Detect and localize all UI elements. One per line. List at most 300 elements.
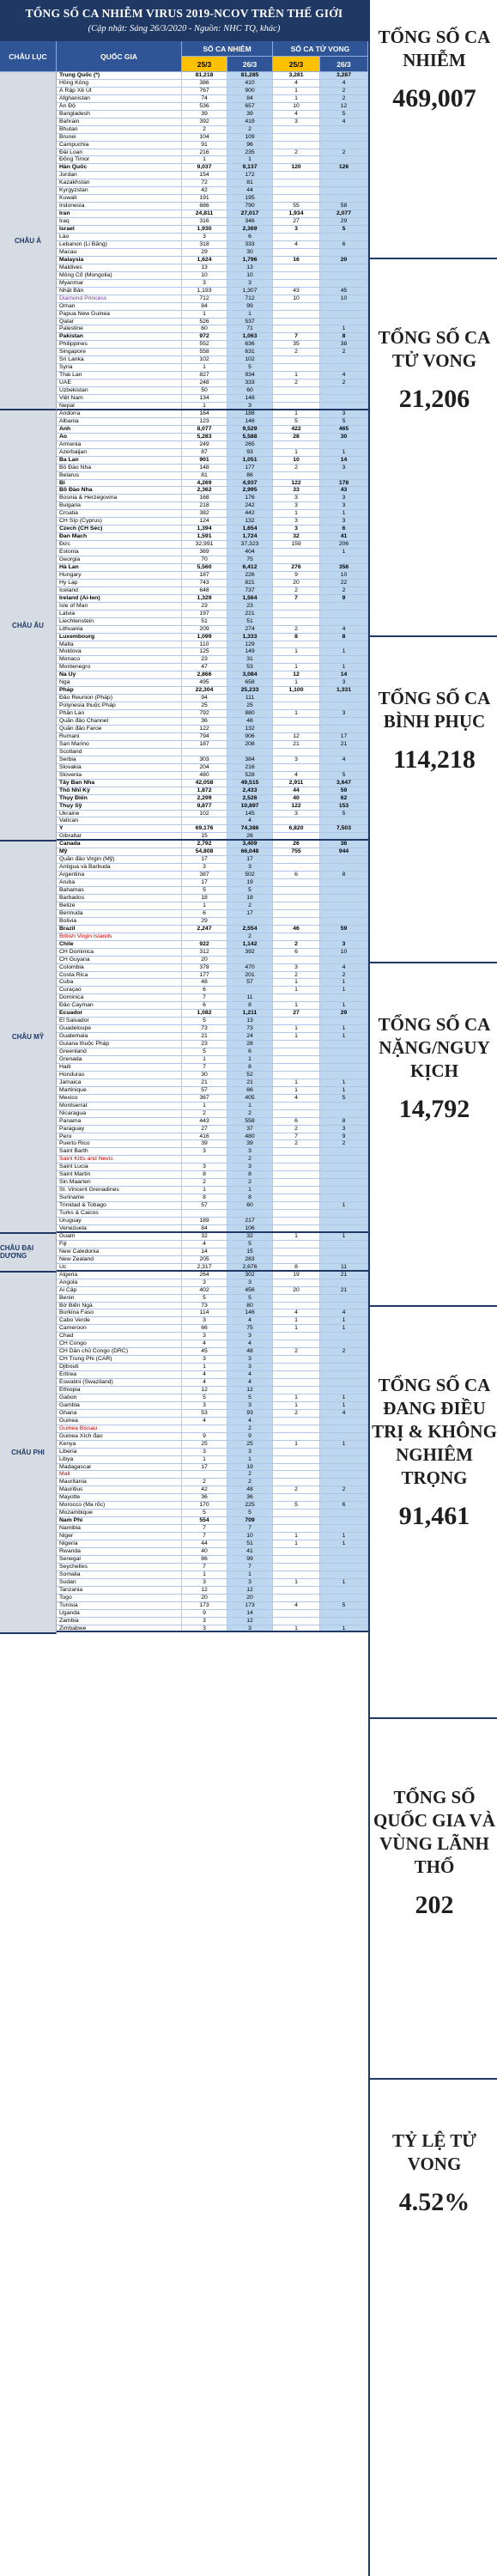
deaths-25-3	[273, 1218, 320, 1224]
cases-25-3: 1,624	[182, 257, 227, 264]
table-row	[57, 249, 368, 257]
cases-26-3: 146	[227, 418, 273, 425]
deaths-25-3	[273, 1449, 320, 1455]
deaths-25-3	[273, 134, 320, 141]
country-name: Serbia	[57, 756, 182, 763]
deaths-25-3: 10	[273, 457, 320, 464]
cases-26-3: 51	[227, 618, 273, 625]
table-row	[57, 1356, 368, 1364]
cases-25-3: 686	[182, 203, 227, 210]
table-row	[57, 1033, 368, 1041]
country-name: Senegal	[57, 1556, 182, 1563]
country-name: Morocco (Ma rốc)	[57, 1502, 182, 1509]
deaths-26-3	[320, 1171, 368, 1178]
country-name: Maldives	[57, 264, 182, 271]
deaths-25-3	[273, 702, 320, 709]
table-row	[57, 979, 368, 987]
table-row	[57, 80, 368, 88]
cases-25-3: 4,269	[182, 480, 227, 487]
deaths-26-3	[320, 1279, 368, 1286]
deaths-26-3	[320, 1064, 368, 1071]
deaths-26-3: 1	[320, 648, 368, 655]
deaths-25-3	[273, 1371, 320, 1378]
deaths-25-3	[273, 472, 320, 479]
table-row	[57, 203, 368, 210]
country-name: Rwanda	[57, 1548, 182, 1555]
deaths-26-3	[320, 319, 368, 325]
cases-25-3: 1	[182, 403, 227, 409]
cases-25-3: 536	[182, 103, 227, 110]
cases-26-3: 1,796	[227, 257, 273, 264]
country-name: Đảo Reunion (Pháp)	[57, 695, 182, 702]
cases-25-3	[182, 1471, 227, 1478]
cases-25-3: 42,058	[182, 780, 227, 787]
cases-26-3: 12	[227, 1618, 273, 1625]
deaths-25-3: 1	[273, 1579, 320, 1586]
table-row	[57, 1540, 368, 1548]
deaths-26-3	[320, 1110, 368, 1117]
table-row	[57, 1394, 368, 1402]
deaths-26-3: 6	[320, 241, 368, 248]
deaths-25-3: 44	[273, 787, 320, 794]
deaths-26-3: 3	[320, 518, 368, 525]
table-row	[57, 772, 368, 780]
country-name: Nam Phi	[57, 1517, 182, 1524]
country-name: Indonesia	[57, 203, 182, 210]
deaths-25-3: 21	[273, 741, 320, 748]
deaths-26-3	[320, 833, 368, 839]
cases-25-3: 6	[182, 910, 227, 917]
country-name: Burkina Faso	[57, 1309, 182, 1316]
deaths-25-3	[273, 1163, 320, 1170]
cases-26-3: 7	[227, 1564, 273, 1571]
cases-25-3: 57	[182, 1087, 227, 1094]
deaths-25-3: 276	[273, 564, 320, 571]
cases-25-3: 767	[182, 88, 227, 94]
country-name: Colombia	[57, 964, 182, 971]
deaths-26-3: 3	[320, 502, 368, 509]
cases-25-3: 382	[182, 510, 227, 517]
deaths-25-3: 32	[273, 533, 320, 540]
deaths-25-3	[273, 403, 320, 409]
deaths-26-3: 21	[320, 1287, 368, 1294]
deaths-26-3	[320, 603, 368, 610]
country-name: El Salvador	[57, 1018, 182, 1024]
cases-25-3: 3	[182, 1618, 227, 1625]
country-name: Luxembourg	[57, 634, 182, 641]
table-row	[57, 1418, 368, 1425]
country-name: Ai Cập	[57, 1287, 182, 1294]
cases-25-3: 443	[182, 1118, 227, 1125]
country-name: Gibraltar	[57, 833, 182, 839]
deaths-25-3	[273, 1249, 320, 1255]
country-name: Guinea Bissau	[57, 1425, 182, 1432]
deaths-25-3	[273, 618, 320, 625]
country-name: Lào	[57, 234, 182, 240]
summary-stat-label: TỔNG SỐ CA NẶNG/NGUY KỊCH	[378, 1014, 491, 1081]
country-name: Somalia	[57, 1571, 182, 1578]
cases-25-3: 3	[182, 1148, 227, 1155]
deaths-25-3: 55	[273, 203, 320, 210]
cases-26-3: 3	[227, 1364, 273, 1370]
cases-25-3: 249	[182, 441, 227, 448]
deaths-25-3	[273, 1494, 320, 1501]
country-name: Greenland	[57, 1048, 182, 1055]
country-name: Madagascar	[57, 1464, 182, 1471]
cases-25-3: 22,304	[182, 687, 227, 694]
deaths-25-3	[273, 1418, 320, 1425]
deaths-25-3: 8	[273, 634, 320, 641]
summary-stat-value: 114,218	[393, 745, 476, 774]
cases-26-3: 172	[227, 172, 273, 179]
table-row	[57, 403, 368, 410]
continent-column-header: CHÂU LỤC	[0, 41, 57, 72]
deaths-25-3	[273, 887, 320, 894]
deaths-25-3: 1	[273, 510, 320, 517]
cases-25-3: 3	[182, 1579, 227, 1586]
deaths-25-3	[273, 933, 320, 940]
deaths-26-3: 29	[320, 218, 368, 225]
deaths-25-3: 1	[273, 1533, 320, 1540]
table-row	[57, 687, 368, 695]
cases-26-3: 737	[227, 587, 273, 594]
table-row	[57, 526, 368, 533]
deaths-26-3: 944	[320, 848, 368, 855]
cases-25-3: 125	[182, 648, 227, 655]
deaths-25-3: 3	[273, 118, 320, 125]
deaths-25-3: 3	[273, 495, 320, 501]
cases-25-3: 5	[182, 1295, 227, 1302]
cases-26-3: 71	[227, 325, 273, 332]
cases-25-3: 8	[182, 1194, 227, 1201]
cases-25-3: 84	[182, 1225, 227, 1231]
cases-26-3: 900	[227, 88, 273, 94]
deaths-26-3	[320, 933, 368, 940]
cases-25-3: 495	[182, 679, 227, 686]
deaths-26-3	[320, 1295, 368, 1302]
deaths-26-3: 1	[320, 1002, 368, 1009]
deaths-25-3: 1	[273, 1402, 320, 1409]
deaths-26-3: 8	[320, 634, 368, 641]
deaths-25-3	[273, 549, 320, 556]
cases-26-3: 13	[227, 1018, 273, 1024]
summary-stat	[370, 687, 497, 775]
country-name: Macau	[57, 249, 182, 256]
deaths-25-3	[273, 1103, 320, 1109]
cases-date-1: 25/3	[182, 57, 227, 72]
cases-26-3: 2,676	[227, 1264, 273, 1270]
cases-26-3: 8	[227, 1064, 273, 1071]
deaths-25-3: 2	[273, 626, 320, 633]
deaths-26-3: 1	[320, 664, 368, 671]
table-row	[57, 449, 368, 457]
deaths-26-3	[320, 764, 368, 771]
deaths-25-3	[273, 817, 320, 824]
deaths-25-3: 1	[273, 1317, 320, 1324]
deaths-25-3	[273, 556, 320, 563]
cases-26-3: 19	[227, 879, 273, 886]
table-row	[57, 1533, 368, 1540]
deaths-26-3: 1	[320, 1579, 368, 1586]
country-name: Bosnia & Herzegovina	[57, 495, 182, 501]
deaths-26-3	[320, 1225, 368, 1231]
deaths-26-3	[320, 1587, 368, 1594]
table-row	[57, 457, 368, 465]
deaths-25-3: 2	[273, 941, 320, 948]
table-row	[57, 987, 368, 994]
table-row	[57, 994, 368, 1002]
cases-26-3: 5	[227, 1241, 273, 1248]
cases-25-3: 5	[182, 1048, 227, 1055]
country-name: Seychelles	[57, 1564, 182, 1571]
table-row	[57, 1525, 368, 1533]
table-row	[57, 319, 368, 326]
cases-25-3: 30	[182, 1072, 227, 1078]
table-row	[57, 895, 368, 902]
deaths-26-3	[320, 611, 368, 617]
country-name: Pháp	[57, 687, 182, 694]
cases-25-3: 36	[182, 718, 227, 725]
deaths-25-3	[273, 1456, 320, 1463]
country-name: Bahrain	[57, 118, 182, 125]
country-name: Eritrea	[57, 1371, 182, 1378]
cases-26-3: 3	[227, 1356, 273, 1363]
cases-25-3: 2	[182, 126, 227, 133]
table-row	[57, 1163, 368, 1171]
cases-26-3: 216	[227, 764, 273, 771]
table-row	[57, 226, 368, 234]
country-name: Việt Nam	[57, 395, 182, 402]
country-name: Lithuania	[57, 626, 182, 633]
cases-26-3: 2,433	[227, 787, 273, 794]
deaths-26-3: 22	[320, 580, 368, 586]
deaths-25-3	[273, 142, 320, 149]
cases-26-3: 2	[227, 126, 273, 133]
deaths-25-3: 1	[273, 372, 320, 379]
cases-26-3: 225	[227, 1502, 273, 1509]
country-name: Jamaica	[57, 1079, 182, 1086]
country-name: Pakistan	[57, 333, 182, 340]
cases-26-3: 790	[227, 203, 273, 210]
summary-stat	[370, 326, 497, 414]
deaths-25-3	[273, 1517, 320, 1524]
cases-25-3: 191	[182, 195, 227, 202]
cases-25-3: 209	[182, 626, 227, 633]
deaths-26-3: 2	[320, 149, 368, 156]
table-row	[57, 611, 368, 618]
deaths-25-3: 6,820	[273, 825, 320, 832]
table-row	[57, 1441, 368, 1449]
deaths-25-3	[273, 611, 320, 617]
table-row	[57, 964, 368, 972]
cases-25-3: 114	[182, 1309, 227, 1316]
cases-25-3: 170	[182, 1502, 227, 1509]
country-name: Georgia	[57, 556, 182, 563]
deaths-25-3	[273, 1056, 320, 1063]
cases-25-3: 1	[182, 1571, 227, 1578]
country-name: Ấn Độ	[57, 103, 182, 110]
country-name: Armenia	[57, 441, 182, 448]
cases-26-3: 132	[227, 518, 273, 525]
country-name: Togo	[57, 1595, 182, 1601]
cases-25-3: 12	[182, 1587, 227, 1594]
cases-26-3: 537	[227, 319, 273, 325]
country-name: Cabo Verde	[57, 1317, 182, 1324]
country-name: Qatar	[57, 319, 182, 325]
deaths-25-3	[273, 856, 320, 863]
table-row	[57, 671, 368, 679]
deaths-26-3	[320, 1333, 368, 1340]
country-name: CH Dominica	[57, 949, 182, 956]
table-row	[57, 210, 368, 218]
table-row	[57, 595, 368, 603]
table-row	[57, 295, 368, 303]
cases-25-3: 1	[182, 1187, 227, 1194]
cases-26-3: 3	[227, 864, 273, 871]
country-name: Uganda	[57, 1610, 182, 1617]
deaths-25-3: 4	[273, 241, 320, 248]
deaths-25-3	[273, 234, 320, 240]
country-name: Anh	[57, 426, 182, 433]
deaths-25-3: 1	[273, 1441, 320, 1448]
deaths-25-3	[273, 1433, 320, 1440]
country-name: New Zealand	[57, 1256, 182, 1263]
country-name: Saint Kitts and Nevis	[57, 1156, 182, 1163]
country-name: Bermuda	[57, 910, 182, 917]
cases-25-3: 12	[182, 1387, 227, 1394]
cases-26-3: 6,412	[227, 564, 273, 571]
table-row	[57, 702, 368, 710]
deaths-26-3	[320, 472, 368, 479]
deaths-26-3	[320, 902, 368, 909]
deaths-26-3: 3,287	[320, 72, 368, 79]
country-name: Argentina	[57, 872, 182, 878]
deaths-26-3: 3	[320, 410, 368, 417]
cases-25-3: 554	[182, 1517, 227, 1524]
country-name: Martinique	[57, 1087, 182, 1094]
table-row	[57, 926, 368, 933]
cases-26-3: 86	[227, 472, 273, 479]
country-name: Bhutan	[57, 126, 182, 133]
country-name: Nicaragua	[57, 1110, 182, 1117]
deaths-26-3	[320, 817, 368, 824]
cases-25-3: 216	[182, 149, 227, 156]
cases-25-3: 23	[182, 656, 227, 663]
panel-divider	[370, 258, 497, 259]
cases-25-3	[182, 1210, 227, 1217]
table-row	[57, 1018, 368, 1025]
table-row	[57, 187, 368, 195]
table-row	[57, 1279, 368, 1287]
country-name: Montserrat	[57, 1103, 182, 1109]
country-name: Niger	[57, 1533, 182, 1540]
deaths-25-3: 422	[273, 426, 320, 433]
deaths-25-3: 2	[273, 1348, 320, 1355]
table-row	[57, 1402, 368, 1410]
cases-25-3: 901	[182, 457, 227, 464]
cases-25-3: 10	[182, 272, 227, 279]
cases-25-3: 20	[182, 1595, 227, 1601]
cases-25-3: 110	[182, 641, 227, 648]
cases-26-3: 60	[227, 1202, 273, 1209]
cases-25-3: 3	[182, 1449, 227, 1455]
table-row	[57, 1433, 368, 1441]
table-row	[57, 910, 368, 918]
cases-26-3: 2,554	[227, 926, 273, 933]
cases-25-3: 24,811	[182, 210, 227, 217]
country-name: Mauritius	[57, 1486, 182, 1493]
deaths-date-2: 26/3	[320, 57, 368, 72]
cases-25-3: 1	[182, 1456, 227, 1463]
deaths-26-3	[320, 1371, 368, 1378]
table-row	[57, 1471, 368, 1479]
cases-26-3: 1,654	[227, 526, 273, 532]
deaths-26-3: 1	[320, 1533, 368, 1540]
deaths-26-3	[320, 1618, 368, 1625]
table-row	[57, 656, 368, 664]
deaths-26-3	[320, 1517, 368, 1524]
country-name: Bahamas	[57, 887, 182, 894]
deaths-25-3	[273, 1225, 320, 1231]
deaths-26-3: 1	[320, 1540, 368, 1547]
country-name: Quần đảo Virgin (Mỹ)	[57, 856, 182, 863]
deaths-26-3: 1	[320, 1394, 368, 1401]
deaths-26-3	[320, 1210, 368, 1217]
cases-26-3: 39	[227, 1140, 273, 1147]
country-name: UAE	[57, 380, 182, 386]
cases-26-3: 3	[227, 1163, 273, 1170]
country-name: Turks & Caicos	[57, 1210, 182, 1217]
deaths-25-3	[273, 1618, 320, 1625]
cases-25-3: 25	[182, 702, 227, 709]
country-name: Ba Lan	[57, 457, 182, 464]
table-row	[57, 803, 368, 811]
deaths-25-3: 10	[273, 103, 320, 110]
cases-25-3: 792	[182, 710, 227, 717]
deaths-25-3	[273, 656, 320, 663]
cases-26-3: 13	[227, 264, 273, 271]
deaths-26-3: 8	[320, 333, 368, 340]
deaths-26-3: 3	[320, 495, 368, 501]
deaths-25-3: 4	[273, 111, 320, 118]
country-name: San Marino	[57, 741, 182, 748]
table-row	[57, 902, 368, 910]
cases-26-3: 99	[227, 1556, 273, 1563]
table-row	[57, 549, 368, 556]
cases-26-3: 9,529	[227, 426, 273, 433]
table-row	[57, 856, 368, 864]
country-name: Haiti	[57, 1064, 182, 1071]
deaths-26-3	[320, 1256, 368, 1263]
deaths-26-3	[320, 1464, 368, 1471]
cases-26-3: 132	[227, 726, 273, 732]
country-name: Iraq	[57, 218, 182, 225]
cases-25-3: 86	[182, 1556, 227, 1563]
deaths-25-3: 1	[273, 1087, 320, 1094]
cases-26-3: 48	[227, 1486, 273, 1493]
cases-25-3: 1	[182, 1364, 227, 1370]
cases-26-3: 146	[227, 1309, 273, 1316]
table-row	[57, 572, 368, 580]
deaths-26-3: 58	[320, 203, 368, 210]
cases-26-3: 3	[227, 1579, 273, 1586]
table-row	[57, 949, 368, 957]
cases-25-3: 3	[182, 1163, 227, 1170]
country-name: Canada	[57, 841, 182, 848]
cases-25-3: 316	[182, 218, 227, 225]
country-name: Ghana	[57, 1410, 182, 1417]
deaths-25-3	[273, 356, 320, 363]
